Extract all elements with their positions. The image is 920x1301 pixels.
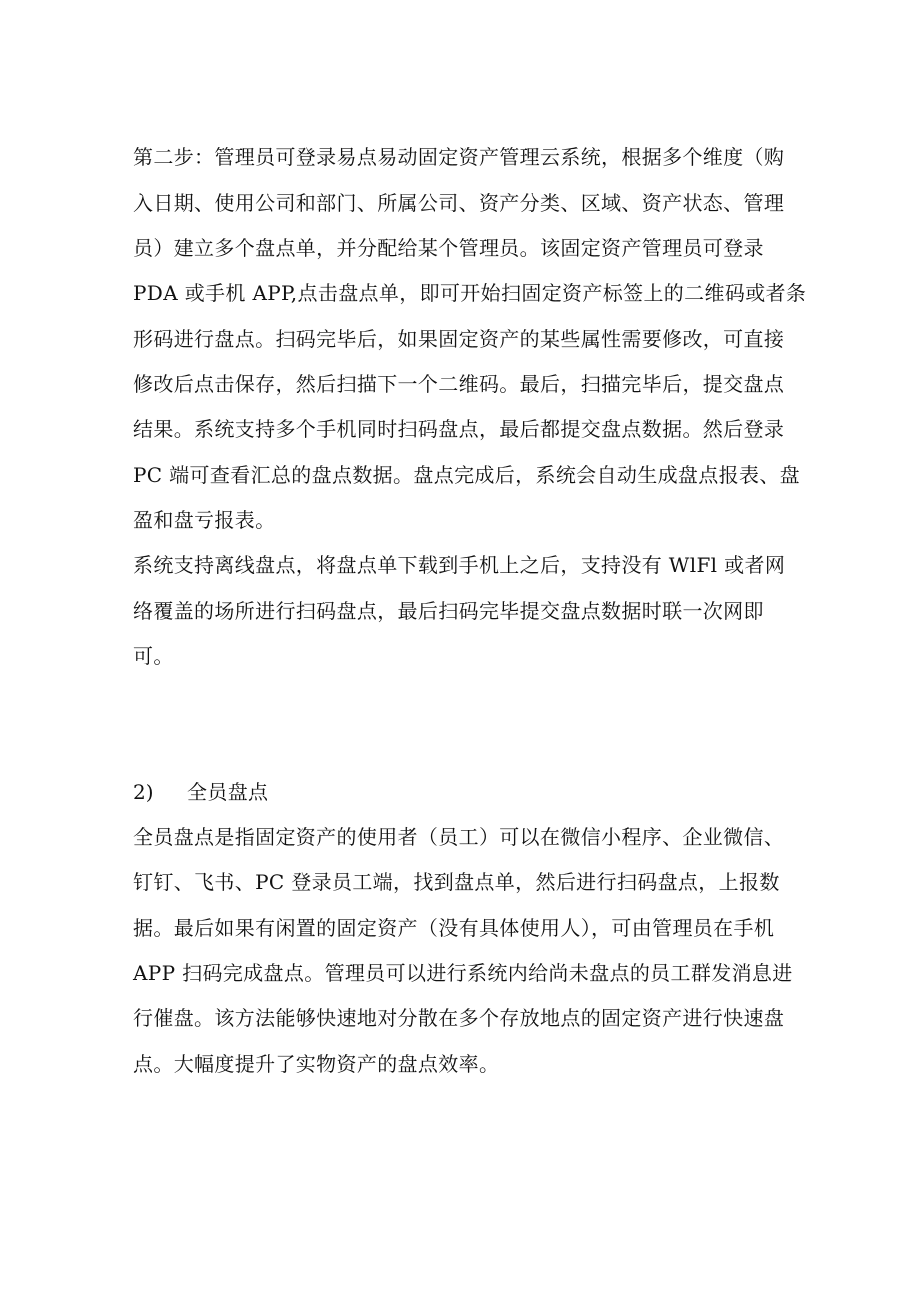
paragraph-line: 盈和盘亏报表。 [133,508,276,532]
paragraph-line: 结果。系统支持多个手机同时扫码盘点，最后都提交盘点数据。然后登录 [133,417,785,441]
paragraph-line: 第二步：管理员可登录易点易动固定资产管理云系统，根据多个维度（购 [133,145,785,169]
section-heading-number: 2) [133,780,154,804]
paragraph-line: 入日期、使用公司和部门、所属公司、资产分类、区域、资产状态、管理 [133,191,785,215]
paragraph-line: 形码进行盘点。扫码完毕后，如果固定资产的某些属性需要修改，可直接 [133,327,785,351]
paragraph-line: 行催盘。该方法能够快速地对分散在多个存放地点的固定资产进行快速盘 [133,1006,785,1030]
paragraph-line: 全员盘点是指固定资产的使用者（员工）可以在微信小程序、企业微信、 [133,825,785,849]
paragraph-line: APP 扫码完成盘点。管理员可以进行系统内给尚未盘点的员工群发消息进 [133,961,793,985]
paragraph-line: 络覆盖的场所进行扫码盘点，最后扫码完毕提交盘点数据时联一次网即 [133,599,764,623]
paragraph-line: 钉钉、飞书、PC 登录员工端，找到盘点单，然后进行扫码盘点，上报数 [133,870,780,894]
paragraph-line: 修改后点击保存，然后扫描下一个二维码。最后，扫描完毕后，提交盘点 [133,372,785,396]
paragraph-line: 据。最后如果有闲置的固定资产（没有具体使用人），可由管理员在手机 [133,916,775,940]
paragraph-line: 员）建立多个盘点单，并分配给某个管理员。该固定资产管理员可登录 [133,236,764,260]
paragraph-line: 点。大幅度提升了实物资产的盘点效率。 [133,1052,500,1076]
paragraph-line: 系统支持离线盘点，将盘点单下载到手机上之后，支持没有 WlFl 或者网 [133,553,786,577]
section-heading-title: 全员盘点 [187,780,269,804]
paragraph-line: PC 端可查看汇总的盘点数据。盘点完成后，系统会自动生成盘点报表、盘 [133,463,801,487]
paragraph-line: 可。 [133,644,174,668]
paragraph-line: PDA 或手机 APP,点击盘点单，即可开始扫固定资产标签上的二维码或者条 [133,281,807,305]
